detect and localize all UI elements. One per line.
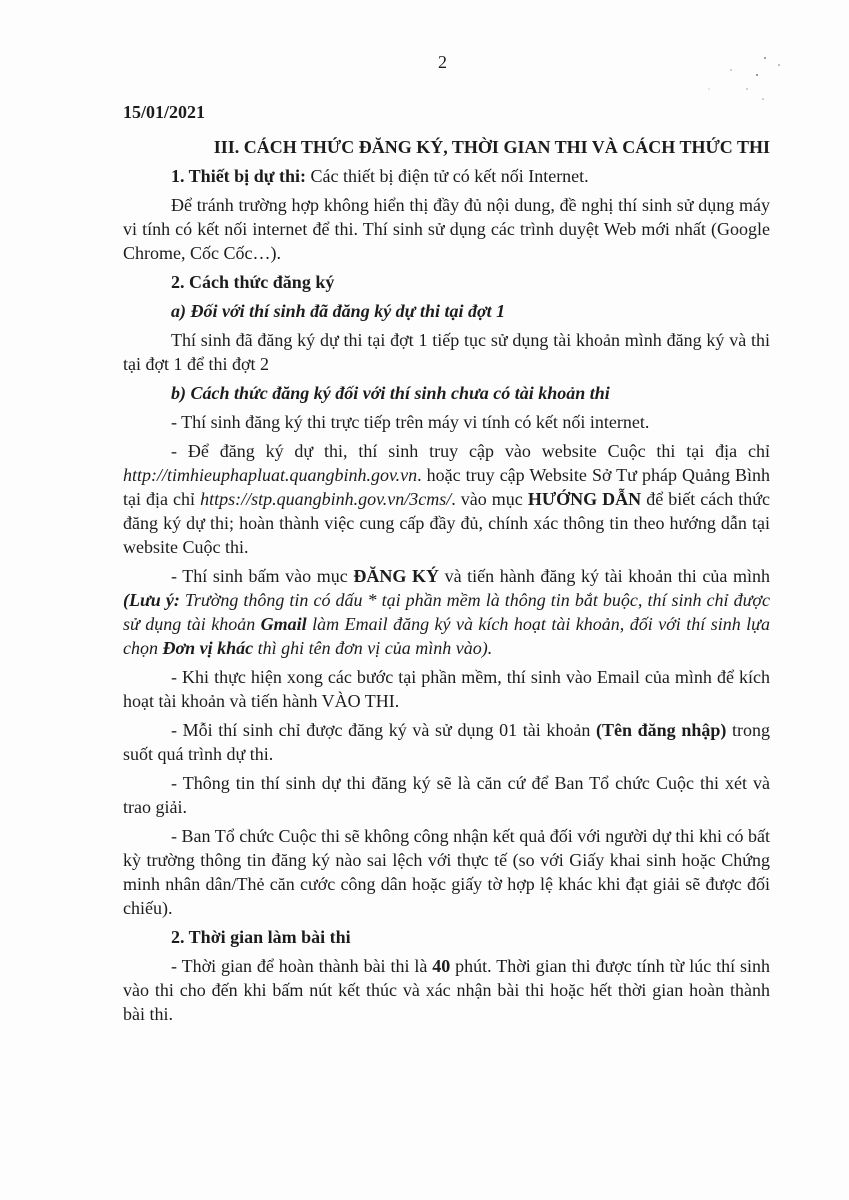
registration-item-2: - Để đăng ký dự thi, thí sinh truy cập vào website Cuộc thi tại địa chỉ http://timhieuphapluat.quangbinh.gov.vn. hoặc truy cập Website Sở Tư pháp Quảng Bình tại địa chỉ https://stp.quangbinh.gov.vn/3cms/. vào mục HƯỚNG DẪN để biết cách thức đăng ký dự thi; hoàn thành việc cung cấp đầy đủ, chính xác thông tin theo hướng dẫn tại website Cuộc thi. [123, 441, 770, 557]
other-unit-label: Đơn vị khác [162, 638, 254, 658]
registration-title: 2. Cách thức đăng ký [171, 272, 335, 292]
exam-duration: 40 [432, 956, 451, 976]
register-label: ĐĂNG KÝ [353, 566, 439, 586]
registration-item-3: - Thí sinh bấm vào mục ĐĂNG KÝ và tiến hành đăng ký tài khoản thi của mình (Lưu ý: Trường thông tin có dấu * tại phần mềm là thông tin bắt buộc, thí sinh chỉ được sử dụng tài khoản Gmail làm Email đăng ký và kích hoạt tài khoản, đối với thí sinh lựa chọn Đơn vị khác thì ghi tên đơn vị của mình vào). [123, 566, 771, 658]
department-url: https://stp.quangbinh.gov.vn/3cms/ [200, 489, 452, 509]
new-candidates-title: b) Cách thức đăng ký đối với thí sinh chưa có tài khoản thi [171, 383, 610, 403]
registered-candidates-title: a) Đối với thí sinh đã đăng ký dự thi tại đợt 1 [171, 301, 506, 321]
registration-item-5: - Mỗi thí sinh chỉ được đăng ký và sử dụng 01 tài khoản (Tên đăng nhập) trong suốt quá trình dự thi. [123, 720, 770, 764]
registration-item-1: - Thí sinh đăng ký thi trực tiếp trên máy vi tính có kết nối internet. [171, 412, 650, 432]
registered-candidates-text: Thí sinh đã đăng ký dự thi tại đợt 1 tiếp tục sử dụng tài khoản mình đăng ký và thi tại đợt 1 để thi đợt 2 [123, 330, 770, 374]
page-number: 2 [438, 52, 447, 72]
equipment-paragraph [123, 164, 770, 188]
equipment-text: Các thiết bị điện tử có kết nối Internet. [306, 166, 589, 186]
browser-paragraph: Để tránh trường hợp không hiển thị đầy đủ nội dung, đề nghị thí sinh sử dụng máy vi tính có kết nối internet để thi. Thí sinh sử dụng các trình duyệt Web mới nhất (Google Chrome, Cốc Cốc…). [123, 195, 770, 263]
scan-specks [705, 55, 795, 105]
note-label: (Lưu ý: [123, 590, 180, 610]
document-date: 15/01/2021 [123, 102, 206, 122]
registration-item-6: - Thông tin thí sinh dự thi đăng ký sẽ là căn cứ để Ban Tổ chức Cuộc thi xét và trao giải. [123, 773, 770, 817]
exam-time-title: 2. Thời gian làm bài thi [171, 927, 351, 947]
exam-time-text: - Thời gian để hoàn thành bài thi là 40 phút. Thời gian thi được tính từ lúc thí sinh vào thi cho đến khi bấm nút kết thúc và xác nhận bài thi hoặc hết thời gian hoàn thành bài thi. [123, 956, 771, 1024]
section-heading: III. CÁCH THỨC ĐĂNG KÝ, THỜI GIAN THI VÀ CÁCH THỨC THI [213, 137, 770, 157]
document-body [123, 135, 770, 1031]
registration-item-4: - Khi thực hiện xong các bước tại phần mềm, thí sinh vào Email của mình để kích hoạt tài khoản và tiến hành VÀO THI. [123, 667, 770, 711]
contest-url: http://timhieuphapluat.quangbinh.gov.vn [123, 465, 418, 485]
equipment-title: 1. Thiết bị dự thi: [171, 166, 306, 186]
registration-item-7: - Ban Tổ chức Cuộc thi sẽ không công nhận kết quả đối với người dự thi khi có bất kỳ trường thông tin đăng ký nào sai lệch với thực tế (so với Giấy khai sinh hoặc Chứng minh nhân dân/Thẻ căn cước công dân hoặc giấy tờ hợp lệ khác khi đạt giải sẽ được đối chiếu). [123, 826, 770, 918]
guide-label: HƯỚNG DẪN [527, 489, 642, 509]
gmail-label: Gmail [260, 614, 307, 634]
username-label: (Tên đăng nhập) [596, 720, 727, 740]
